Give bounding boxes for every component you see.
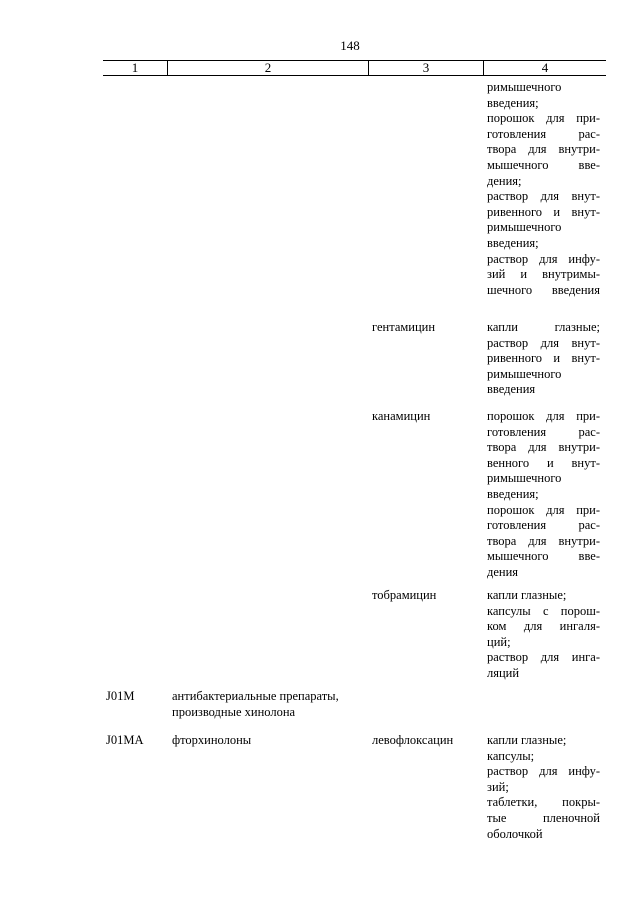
atc-code-j01ma: J01MA [106,733,144,747]
dosage-form-line: введения; [487,235,539,250]
dosage-form-line: введения; [487,486,539,501]
drug-name-gentamicin: гентамицин [372,320,436,334]
group-name-line: фторхинолоны [172,733,252,747]
dosage-form-line: капсулы; [487,748,535,763]
dosage-form-line: зий; [487,779,509,794]
dosage-form-line: ком для ингаля- [487,619,600,634]
dosage-form-line: римышечного [487,220,562,235]
dosage-form-line: ривенного и внут- [487,351,600,366]
dosage-form-line: капли глазные; [487,733,567,747]
dosage-form-line: мышечного вве- [487,549,600,564]
drug-name-levofloxacin: левофлоксацин [372,733,454,747]
dosage-form-line: тые пленочной [487,810,600,825]
dosage-form-line: дения [487,564,519,579]
page-number: 148 [340,38,360,53]
dosage-form-line: раствор для инфу- [487,251,600,266]
dosage-form-line: шечного введения [487,282,600,297]
header-col-3: 3 [368,61,483,75]
dosage-form-line: готовления рас- [487,126,600,141]
dosage-form-line: зий и внутримы- [487,267,600,282]
header-col-1: 1 [131,60,139,75]
dosage-form-line: оболочкой [487,826,543,841]
drug-name-kanamycin: канамицин [372,409,431,423]
dosage-form-line: римышечного [487,471,562,486]
drug-name-tobramycin: тобрамицин [372,588,437,602]
group-name-j01m [172,689,339,720]
dosage-form-line: готовления рас- [487,424,600,439]
dosage-form-line: дения; [487,173,522,188]
dosage-form-line: раствор для инфу- [487,764,600,779]
dosage-form-line: порошок для при- [487,111,600,126]
dosage-forms-continued [487,80,600,298]
dosage-form-line: венного и внут- [487,455,600,470]
dosage-form-line: таблетки, покры- [487,795,600,810]
dosage-form-line: введения [487,382,536,397]
dosage-form-line: капсулы с порош- [487,603,600,618]
dosage-forms-gentamicin [487,320,600,398]
dosage-form-line: раствор для инга- [487,650,600,665]
dosage-form-line: твора для внутри- [487,142,600,157]
dosage-form-line: римышечного [487,80,562,94]
dosage-form-line: раствор для внут- [487,335,600,350]
group-name-line: производные хинолона [172,704,296,719]
dosage-forms-levofloxacin [487,733,600,842]
dosage-form-line: порошок для при- [487,502,600,517]
dosage-form-line: мышечного вве- [487,157,600,172]
dosage-form-line: порошок для при- [487,409,600,423]
dosage-form-line: раствор для внут- [487,189,600,204]
header-col-4: 4 [483,61,606,75]
dosage-form-line: ций; [487,634,511,649]
dosage-forms-kanamycin [487,409,600,581]
dosage-form-line: твора для внутри- [487,533,600,548]
dosage-form-line: твора для внутри- [487,440,600,455]
dosage-form-line: ляций [487,665,520,680]
dosage-form-line: римышечного [487,366,562,381]
dosage-form-line: капли глазные; [487,320,600,334]
dosage-form-line: капли глазные; [487,588,567,602]
dosage-form-line: введения; [487,95,539,110]
table-header-row [103,60,606,76]
group-name-line: антибактериальные препараты, [172,689,339,703]
dosage-forms-tobramycin [487,588,600,682]
dosage-form-line: ривенного и внут- [487,204,600,219]
atc-code-j01m: J01M [106,689,135,703]
dosage-form-line: готовления рас- [487,518,600,533]
header-col-2: 2 [167,61,368,75]
group-name-j01ma [172,733,251,749]
